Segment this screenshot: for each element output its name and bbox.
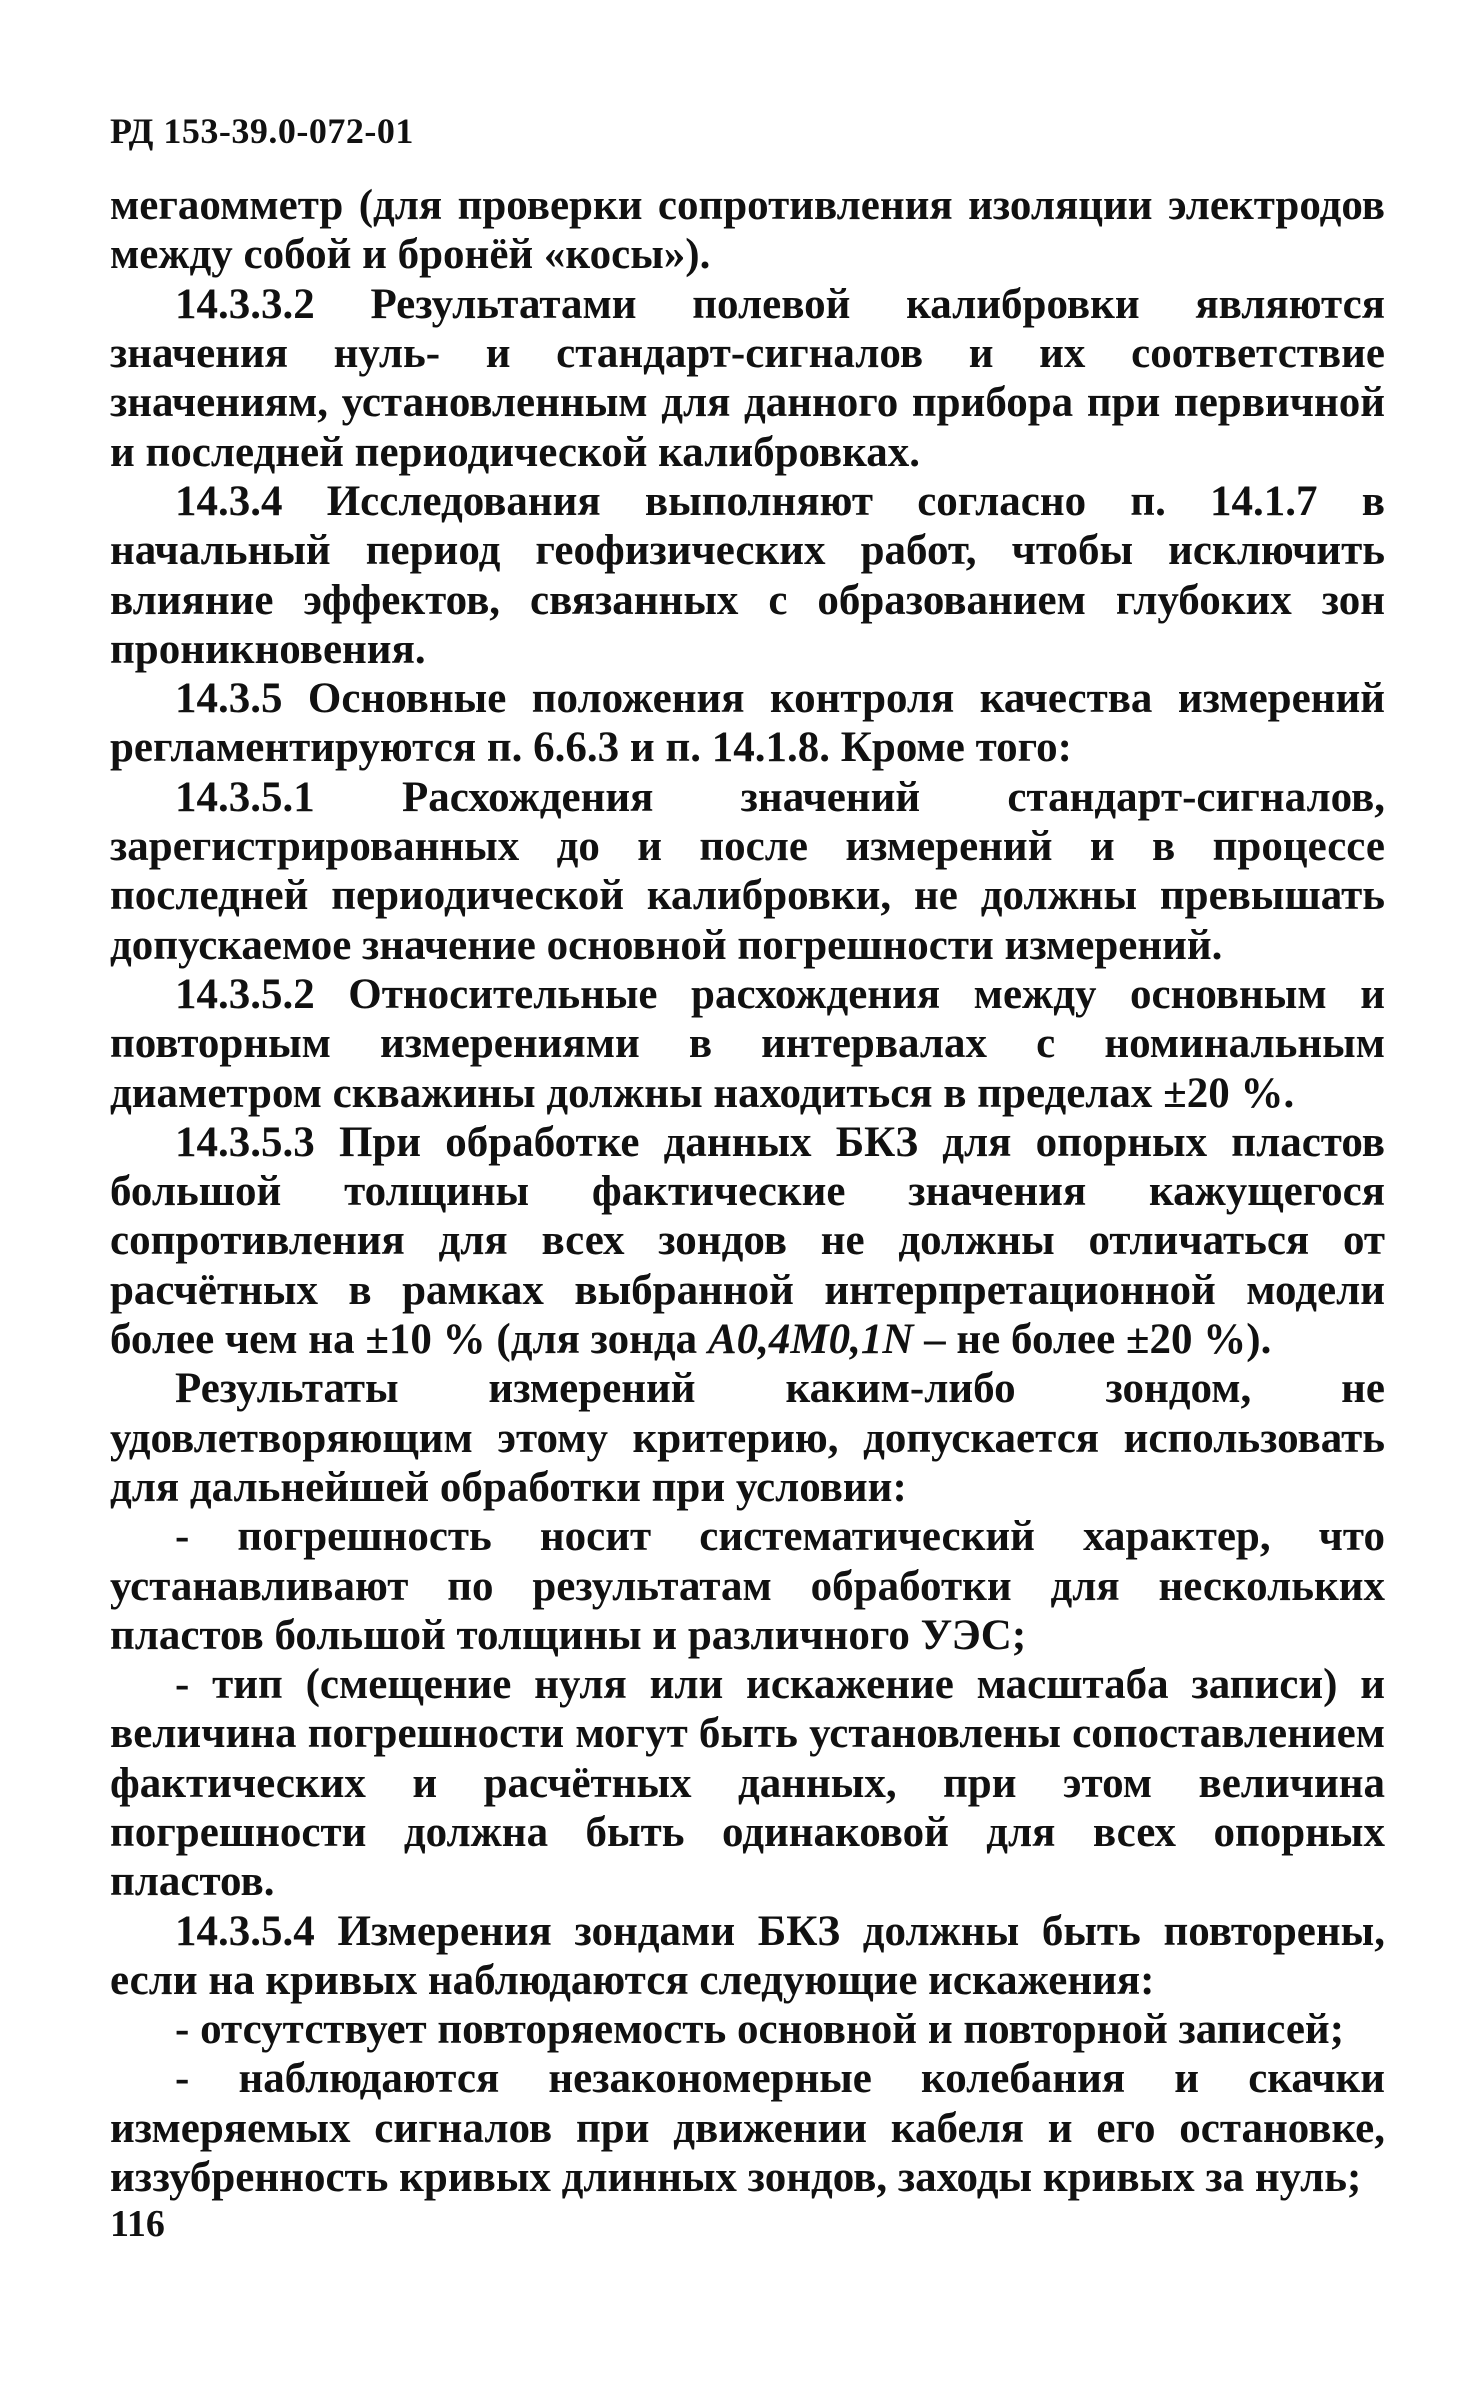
list-item-repeatability: - отсутствует повторяемость основной и повторной записей; <box>175 2006 1345 2054</box>
paragraph-14-3-5-3-text: 14.3.5.3 При обработке данных БКЗ для опорных пластов большой толщины фактические значения кажущегося сопротивления для всех зондов не должны отличаться от расчётных в рамках выбранной интерпретационной модели более чем на ±10 % (для зонда <box>110 1118 1385 1364</box>
paragraph-14-3-3-2: 14.3.3.2 Результатами полевой калибровки являются значения нуль- и стандарт-сигналов и их соответствие значениям, установленным для данного прибора при первичной и последней периодической калибровках. <box>110 280 1385 476</box>
paragraph-14-3-5-1: 14.3.5.1 Расхождения значений стандарт-сигналов, зарегистрированных до и после измерений и в процессе последней периодической калибровки, не должны превышать допускаемое значение основной погрешности измерений. <box>110 773 1385 969</box>
probe-formula: A0,4M0,1N <box>707 1316 914 1364</box>
paragraph-results-condition: Результаты измерений каким-либо зондом, не удовлетворяющим этому критерию, допускается использовать для дальнейшей обработки при условии: <box>110 1365 1385 1511</box>
paragraph-14-3-5-3-tail: – не более ±20 %). <box>913 1316 1272 1364</box>
paragraph-14-3-5-2: 14.3.5.2 Относительные расхождения между основным и повторным измерениями в интервалах с номинальным диаметром скважины должны находиться в пределах ±20 %. <box>110 970 1385 1117</box>
paragraph-megaohmmeter: мегаомметр (для проверки сопротивления изоляции электродов между собой и бронёй «косы»). <box>110 182 1385 279</box>
paragraph-14-3-4: 14.3.4 Исследования выполняют согласно п. 14.1.7 в начальный период геофизических работ, чтобы исключить влияние эффектов, связанных с образованием глубоких зон проникновения. <box>110 477 1385 673</box>
document-page <box>110 110 1385 2310</box>
paragraph-14-3-5: 14.3.5 Основные положения контроля качества измерений регламентируются п. 6.6.3 и п. 14.1.8. Кроме того: <box>110 675 1385 772</box>
paragraph-14-3-5-3 <box>110 1118 1385 1364</box>
page-number: 116 <box>110 2203 165 2245</box>
paragraph-14-3-5-4: 14.3.5.4 Измерения зондами БКЗ должны быть повторены, если на кривых наблюдаются следующие искажения: <box>110 1907 1385 2004</box>
list-item-systematic-error: - погрешность носит систематический характер, что устанавливают по результатам обработки для нескольких пластов большой толщины и различного УЭС; <box>110 1513 1385 1659</box>
list-item-fluctuations: - наблюдаются незакономерные колебания и скачки измеряемых сигналов при движении кабеля и его остановке, иззубренность кривых длинных зондов, заходы кривых за нуль; <box>110 2055 1385 2202</box>
list-item-error-type: - тип (смещение нуля или искажение масштаба записи) и величина погрешности могут быть установлены сопоставлением фактических и расчётных данных, при этом величина погрешности должна быть одинаковой для всех опорных пластов. <box>110 1661 1385 1906</box>
document-code-header: РД 153-39.0-072-01 <box>110 111 414 151</box>
